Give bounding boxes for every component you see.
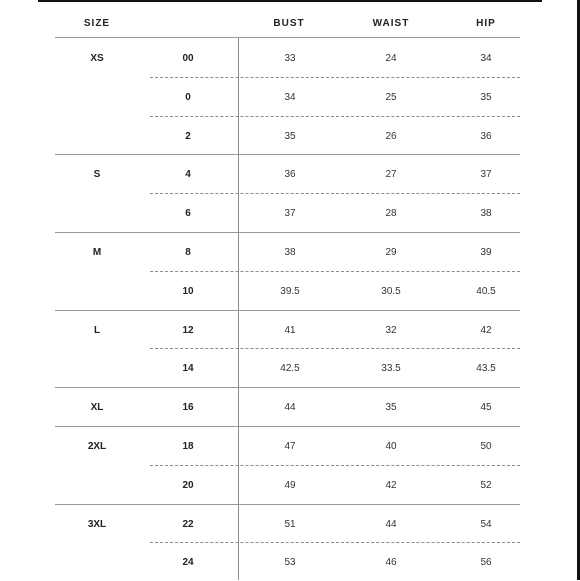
table-row — [55, 193, 520, 232]
waist-cell: 44 — [385, 518, 397, 530]
waist-cell: 25 — [385, 91, 397, 103]
size-number-cell: 12 — [182, 324, 194, 336]
size-number-cell: 22 — [182, 518, 194, 530]
size-group-label: 3XL — [87, 518, 107, 530]
size-group-label: L — [93, 324, 101, 336]
table-row — [55, 232, 520, 271]
bust-cell: 33 — [284, 53, 296, 64]
hip-cell: 40.5 — [476, 285, 496, 297]
table-row — [55, 38, 520, 77]
hip-cell: 38 — [480, 208, 492, 220]
size-group-label: M — [92, 247, 102, 258]
hip-cell: 45 — [480, 402, 492, 414]
hip-cell: 37 — [480, 169, 492, 181]
table-row — [55, 348, 520, 387]
hip-cell: 34 — [480, 53, 492, 64]
size-group-label: S — [93, 169, 101, 181]
size-number-cell: 18 — [182, 441, 194, 452]
bust-cell: 42.5 — [280, 363, 300, 375]
waist-cell: 42 — [385, 479, 397, 491]
bust-cell: 51 — [284, 518, 296, 530]
size-number-cell: 00 — [182, 53, 194, 64]
bust-cell: 36 — [284, 169, 296, 181]
hip-cell: 43.5 — [476, 363, 496, 375]
size-number-cell: 24 — [182, 557, 194, 569]
table-row — [55, 504, 520, 543]
size-number-cell: 8 — [185, 247, 191, 258]
waist-cell: 35 — [385, 402, 397, 414]
size-number-cell: 6 — [185, 208, 191, 220]
bust-cell: 47 — [284, 441, 296, 452]
waist-cell: 24 — [385, 53, 397, 64]
hip-cell: 35 — [480, 91, 492, 103]
bust-cell: 37 — [284, 208, 296, 220]
waist-cell: 33.5 — [381, 363, 401, 375]
waist-cell: 26 — [385, 130, 397, 142]
hip-cell: 39 — [480, 247, 492, 258]
header-bust: BUST — [273, 18, 305, 29]
header-size: SIZE — [83, 18, 111, 29]
size-chart-table — [55, 0, 520, 580]
table-row — [55, 271, 520, 310]
waist-cell: 30.5 — [381, 285, 401, 297]
size-group-label: XL — [90, 402, 104, 414]
size-number-cell: 20 — [182, 479, 194, 491]
table-row — [55, 154, 520, 193]
waist-cell: 28 — [385, 208, 397, 220]
hip-cell: 50 — [480, 441, 492, 452]
waist-cell: 27 — [385, 169, 397, 181]
bust-cell: 38 — [284, 247, 296, 258]
hip-cell: 42 — [480, 324, 492, 336]
bust-cell: 35 — [284, 130, 296, 142]
table-row — [55, 426, 520, 465]
waist-cell: 32 — [385, 324, 397, 336]
bust-cell: 41 — [284, 324, 296, 336]
size-number-cell: 16 — [182, 402, 194, 414]
hip-cell: 52 — [480, 479, 492, 491]
hip-cell: 54 — [480, 518, 492, 530]
bust-cell: 44 — [284, 402, 296, 414]
bust-cell: 39.5 — [280, 285, 300, 297]
table-row — [55, 387, 520, 426]
table-row — [55, 542, 520, 581]
table-row — [55, 116, 520, 155]
table-row — [55, 310, 520, 349]
size-number-cell: 14 — [182, 363, 194, 375]
size-group-label: XS — [90, 53, 104, 64]
hip-cell: 36 — [480, 130, 492, 142]
bust-cell: 49 — [284, 479, 296, 491]
hip-cell: 56 — [480, 557, 492, 569]
size-number-cell: 0 — [185, 91, 191, 103]
size-number-cell: 4 — [185, 169, 191, 181]
bust-cell: 34 — [284, 91, 296, 103]
size-group-label: 2XL — [87, 441, 107, 452]
table-row — [55, 465, 520, 504]
size-number-cell: 10 — [182, 285, 194, 297]
table-row — [55, 77, 520, 116]
header-hip: HIP — [476, 18, 496, 29]
table-header — [55, 0, 520, 38]
waist-cell: 40 — [385, 441, 397, 452]
size-number-cell: 2 — [185, 130, 191, 142]
header-waist: WAIST — [372, 18, 410, 29]
bust-cell: 53 — [284, 557, 296, 569]
waist-cell: 46 — [385, 557, 397, 569]
waist-cell: 29 — [385, 247, 397, 258]
